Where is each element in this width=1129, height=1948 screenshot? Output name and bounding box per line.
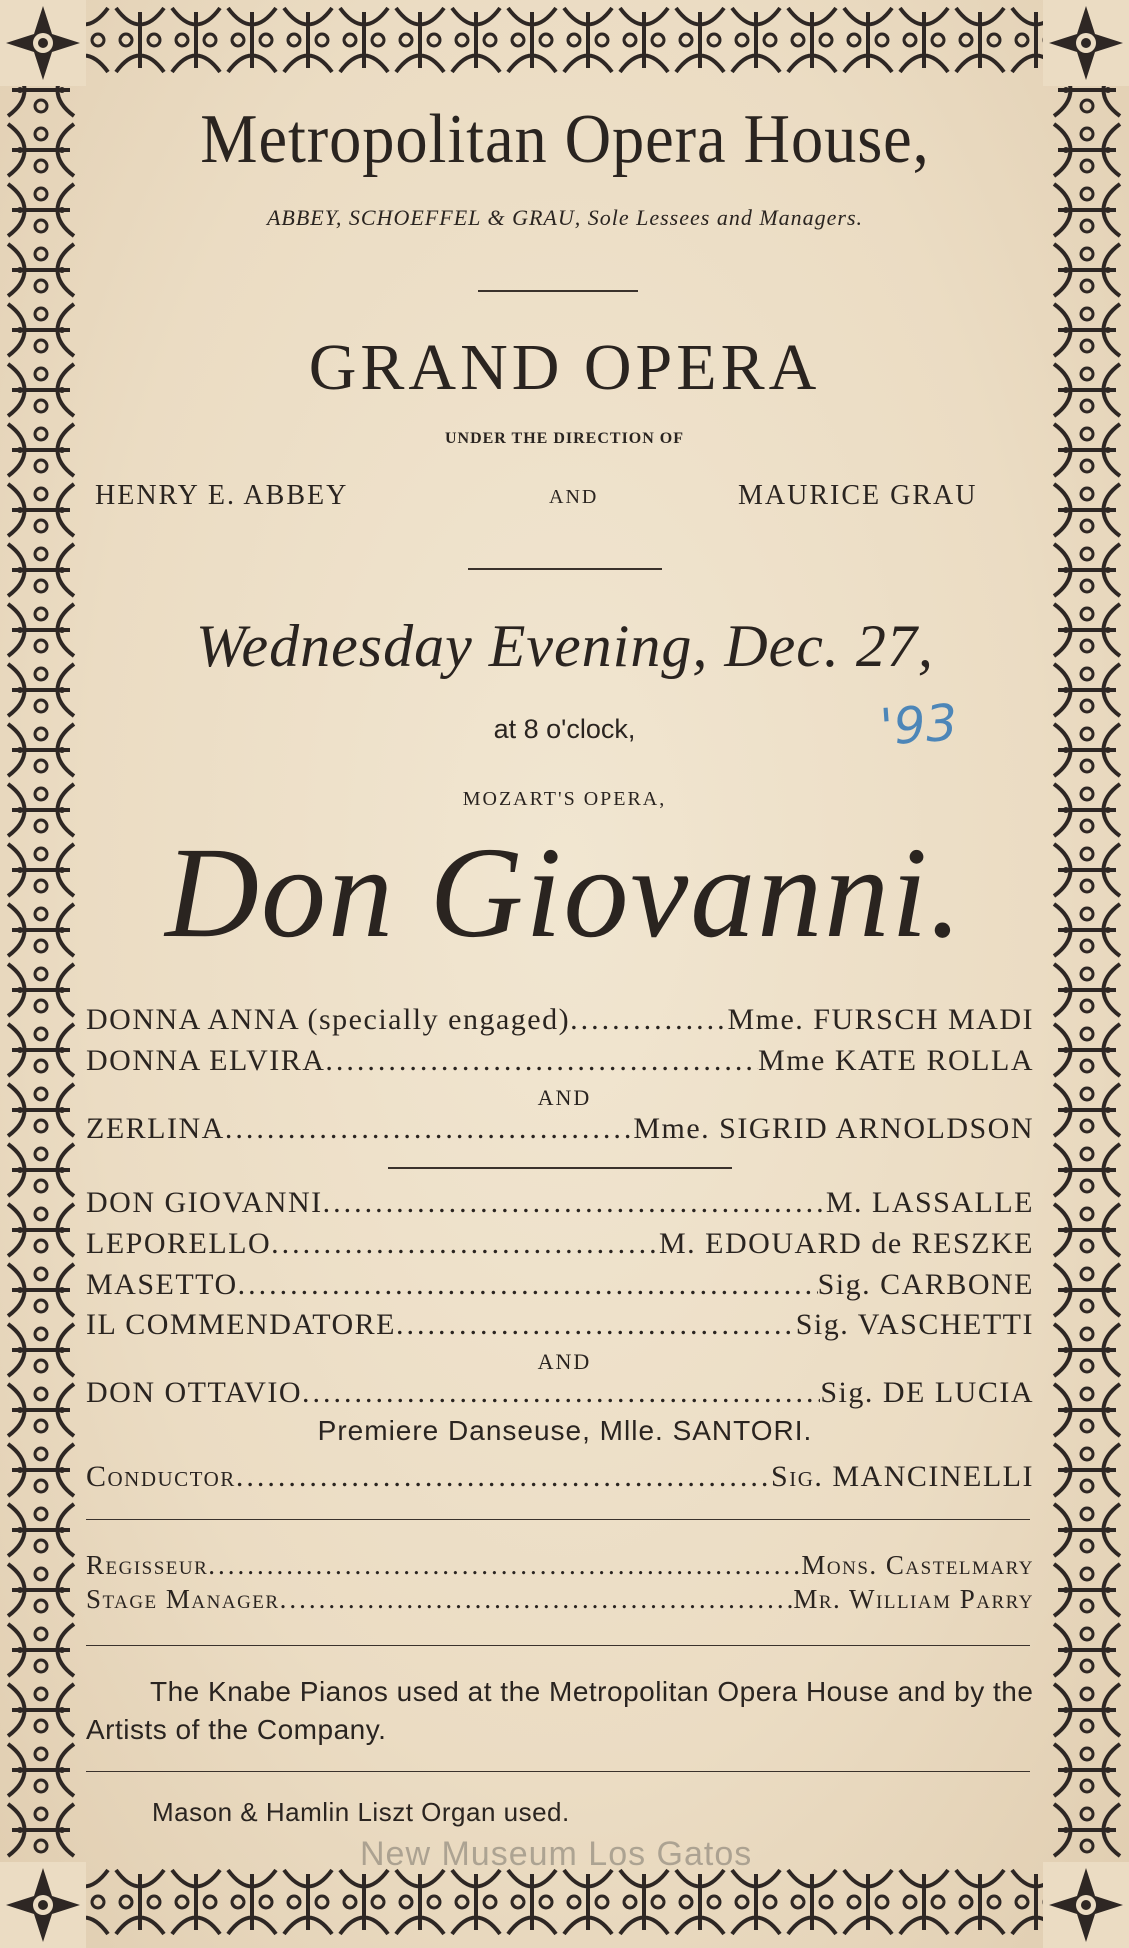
cast-row (86, 1227, 1034, 1261)
conductor-row (86, 1460, 1034, 1494)
staff-row (86, 1550, 1034, 1581)
premiere-danseuse: Premiere Danseuse, Mlle. SANTORI. (317, 1415, 813, 1446)
lessees-line: ABBEY, SCHOEFFEL & GRAU, Sole Lessees and Managers. (266, 205, 864, 230)
composer-line: MOZART'S OPERA, (462, 788, 667, 810)
cast-artist: Mons. Castelmary (801, 1550, 1034, 1580)
handwritten-year: '93 (878, 693, 960, 757)
director-and: AND (549, 486, 599, 508)
ornamental-border-bottom (0, 1862, 1129, 1948)
divider-rule (388, 1167, 732, 1169)
divider-rule (478, 290, 638, 292)
museum-watermark: New Museum Los Gatos (360, 1835, 753, 1873)
cast-and: AND (537, 1085, 592, 1110)
cast-role: DONNA ANNA (specially engaged) (86, 1003, 571, 1036)
corner-star-ornament (1043, 1862, 1129, 1948)
leader-dots (238, 1268, 818, 1302)
cast-artist: Sig. VASCHETTI (795, 1308, 1034, 1341)
pianos-notice (86, 1673, 1034, 1749)
divider-rule (86, 1645, 1030, 1646)
opera-title: Don Giovanni. (165, 821, 964, 965)
cast-artist: Sig. CARBONE (817, 1268, 1034, 1301)
cast-role: Stage Manager (86, 1584, 280, 1614)
cast-role: Conductor (86, 1460, 236, 1493)
cast-artist: Sig. MANCINELLI (771, 1460, 1034, 1493)
cast-row (86, 1308, 1034, 1342)
cast-artist: M. EDOUARD de RESZKE (659, 1227, 1034, 1260)
cast-row (86, 1186, 1034, 1220)
cast-row (86, 1044, 1034, 1078)
cast-artist: Mme. SIGRID ARNOLDSON (633, 1112, 1034, 1145)
cast-row (86, 1268, 1034, 1302)
staff-row (86, 1584, 1034, 1615)
cast-role: LEPORELLO (86, 1227, 272, 1260)
cast-role: IL COMMENDATORE (86, 1308, 397, 1341)
corner-star-ornament (0, 0, 86, 86)
leader-dots (302, 1376, 820, 1410)
cast-and: AND (537, 1349, 592, 1374)
ornamental-border-right (1046, 0, 1129, 1948)
cast-row (86, 1112, 1034, 1146)
cast-artist: Mme. FURSCH MADI (727, 1003, 1034, 1036)
leader-dots (570, 1003, 727, 1037)
performance-date: Wednesday Evening, Dec. 27, (196, 613, 934, 679)
cast-row (86, 1376, 1034, 1410)
direction-label: UNDER THE DIRECTION OF (444, 430, 685, 447)
leader-dots (271, 1227, 659, 1261)
divider-rule (86, 1771, 1030, 1772)
cast-role: DONNA ELVIRA (86, 1044, 326, 1077)
performance-time: at 8 o'clock, (493, 714, 636, 744)
cast-artist: Mr. William Parry (793, 1584, 1034, 1614)
leader-dots (225, 1112, 634, 1146)
corner-star-ornament (1043, 0, 1129, 86)
director-name-2: MAURICE GRAU (738, 480, 978, 511)
cast-role: DON GIOVANNI (86, 1186, 323, 1219)
cast-artist: Mme KATE ROLLA (758, 1044, 1034, 1077)
cast-role: MASETTO (86, 1268, 238, 1301)
cast-artist: Sig. DE LUCIA (820, 1376, 1034, 1409)
cast-role: ZERLINA (86, 1112, 225, 1145)
director-name-1: HENRY E. ABBEY (95, 480, 349, 511)
organ-notice: Mason & Hamlin Liszt Organ used. (152, 1797, 570, 1827)
cast-artist: M. LASSALLE (825, 1186, 1034, 1219)
theater-name: Metropolitan Opera House, (200, 101, 930, 178)
ornamental-border-top (0, 0, 1129, 80)
cast-role: Regisseur (86, 1550, 209, 1580)
cast-role: DON OTTAVIO (86, 1376, 303, 1409)
leader-dots (323, 1186, 826, 1220)
leader-dots (208, 1550, 801, 1581)
ornamental-border-left (0, 0, 82, 1948)
leader-dots (280, 1584, 794, 1615)
divider-rule (86, 1519, 1030, 1520)
cast-row (86, 1003, 1034, 1037)
leader-dots (236, 1460, 771, 1494)
corner-star-ornament (0, 1862, 86, 1948)
leader-dots (396, 1308, 796, 1342)
grand-opera-heading: GRAND OPERA (308, 331, 821, 404)
pianos-notice-text: The Knabe Pianos used at the Metropolitan Opera House and by the Artists of the Company. (86, 1676, 1034, 1745)
divider-rule (468, 568, 662, 570)
leader-dots (325, 1044, 758, 1078)
